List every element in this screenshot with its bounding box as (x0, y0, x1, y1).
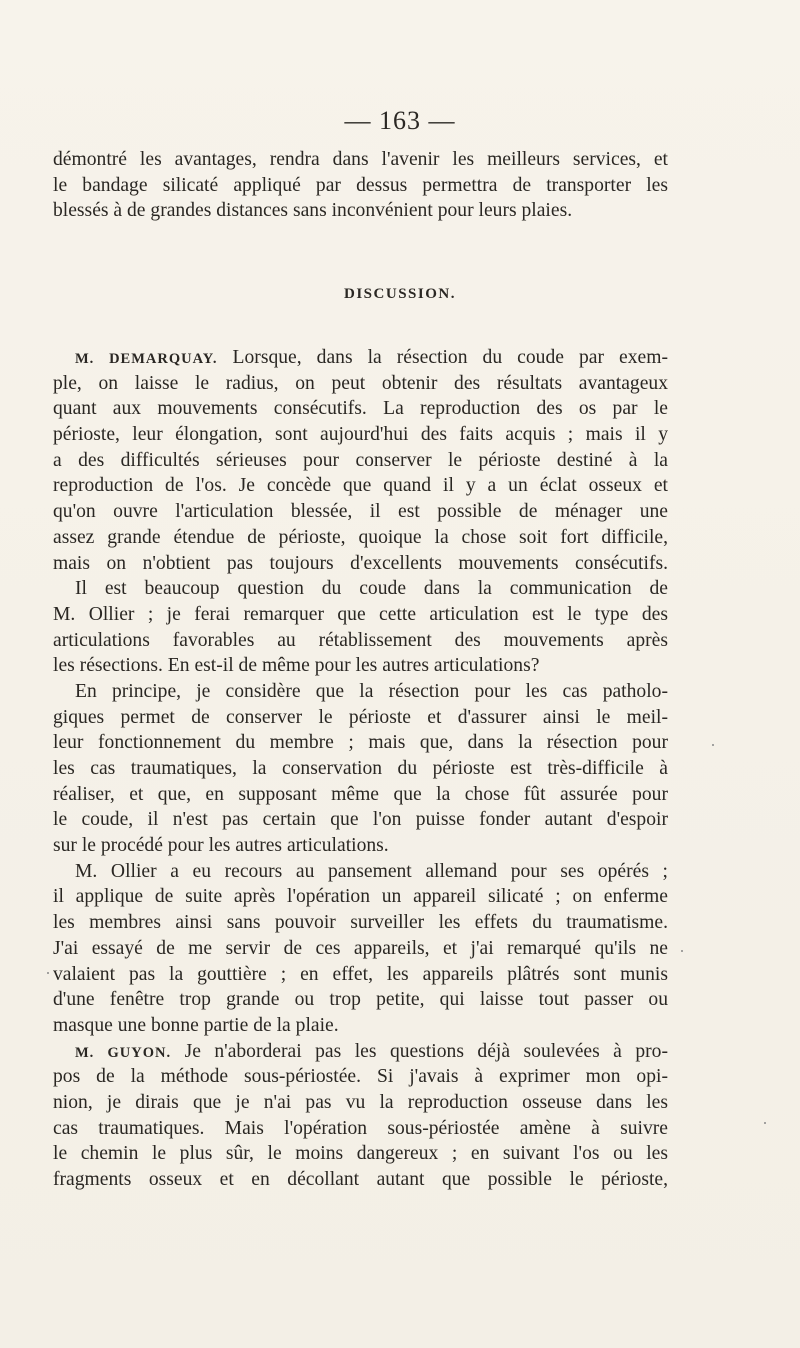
intro-paragraph (53, 147, 668, 224)
text-line: En principe, je considère que la résection pour les cas patholo- (75, 680, 668, 702)
text-line (53, 1039, 668, 1065)
text-fragment: Lorsque, dans la résection du coude par exem- (232, 347, 668, 368)
text-line: les résections. En est-il de même pour les autres articulations? (53, 655, 540, 677)
text-line: fragments osseux et en décollant autant que possible le périoste, (53, 1169, 668, 1190)
speaker-name: M. DEMARQUAY. (75, 351, 218, 367)
text-line: cas traumatiques. Mais l'opération sous-périostée amène à suivre (53, 1117, 668, 1139)
text-line: d'une fenêtre trop grande ou trop petite, qui laisse tout passer ou (53, 989, 668, 1011)
demarquay-paragraph (53, 345, 668, 1193)
text-line: valaient pas la gouttière ; en effet, les appareils plâtrés sont munis (53, 963, 668, 985)
speaker-name: M. GUYON. (75, 1044, 172, 1061)
text-line: le bandage silicaté appliqué par dessus permettra de transporter les (53, 174, 668, 196)
paper-speck (764, 1122, 766, 1124)
text-line: masque une bonne partie de la plaie. (53, 1014, 339, 1036)
paper-speck (47, 972, 49, 974)
text-line: giques permet de conserver le périoste et d'assurer ainsi le meil- (53, 706, 668, 728)
text-line: articulations favorables au rétablissement des mouvements après (53, 629, 668, 651)
text-line: les cas traumatiques, la conservation du périoste est très-difficile à (53, 758, 668, 779)
text-line: réaliser, et que, en supposant même que la chose fût assurée pour (53, 783, 668, 805)
text-line: M. Ollier ; je ferai remarquer que cette articulation est le type des (53, 603, 668, 625)
text-line: reproduction de l'os. Je concède que quand il y a un éclat osseux et (53, 475, 668, 497)
text-line: qu'on ouvre l'articulation blessée, il est possible de ménager une (53, 501, 668, 523)
text-line: il applique de suite après l'opération un appareil silicaté ; on enferme (53, 886, 668, 908)
text-line: pos de la méthode sous-périostée. Si j'avais à exprimer mon opi- (53, 1066, 668, 1088)
text-line: sur le procédé pour les autres articulations. (53, 835, 389, 857)
page-number: — 163 — (344, 106, 456, 135)
text-line: Il est beaucoup question du coude dans la communication de (75, 578, 668, 600)
text-line: mais on n'obtient pas toujours d'excellents mouvements consécutifs. (53, 552, 668, 574)
text-line: le coude, il n'est pas certain que l'on puisse fonder autant d'espoir (53, 809, 668, 831)
section-heading: DISCUSSION. (344, 286, 456, 302)
text-line: nion, je dirais que je n'ai pas vu la reproduction osseuse dans les (53, 1091, 668, 1113)
text-line: J'ai essayé de me servir de ces appareils, et j'ai remarqué qu'ils ne (53, 937, 668, 959)
paper-speck (712, 744, 714, 746)
text-line: assez grande étendue de périoste, quoique la chose soit fort difficile, (53, 526, 668, 548)
text-line: leur fonctionnement du membre ; mais que, dans la résection pour (53, 732, 668, 754)
text-line: les membres ainsi sans pouvoir surveiller les effets du traumatisme. (53, 912, 668, 934)
text-line: périoste, leur élongation, sont aujourd'hui des faits acquis ; mais il y (53, 424, 668, 446)
text-line: démontré les avantages, rendra dans l'avenir les meilleurs services, et (53, 149, 668, 170)
text-line: le chemin le plus sûr, le moins dangereux ; en suivant l'os ou les (53, 1143, 668, 1165)
text-line: blessés à de grandes distances sans inconvénient pour leurs plaies. (53, 200, 573, 222)
paper-speck (681, 950, 683, 952)
text-line: M. Ollier a eu recours au pansement allemand pour ses opérés ; (75, 860, 668, 882)
text-line: a des difficultés sérieuses pour conserver le périoste destiné à la (53, 449, 668, 471)
text-line: ple, on laisse le radius, on peut obtenir des résultats avantageux (53, 372, 668, 394)
text-line (53, 345, 668, 371)
text-fragment: Je n'aborderai pas les questions déjà soulevées à pro- (184, 1040, 668, 1062)
text-line: quant aux mouvements consécutifs. La reproduction des os par le (53, 398, 668, 420)
